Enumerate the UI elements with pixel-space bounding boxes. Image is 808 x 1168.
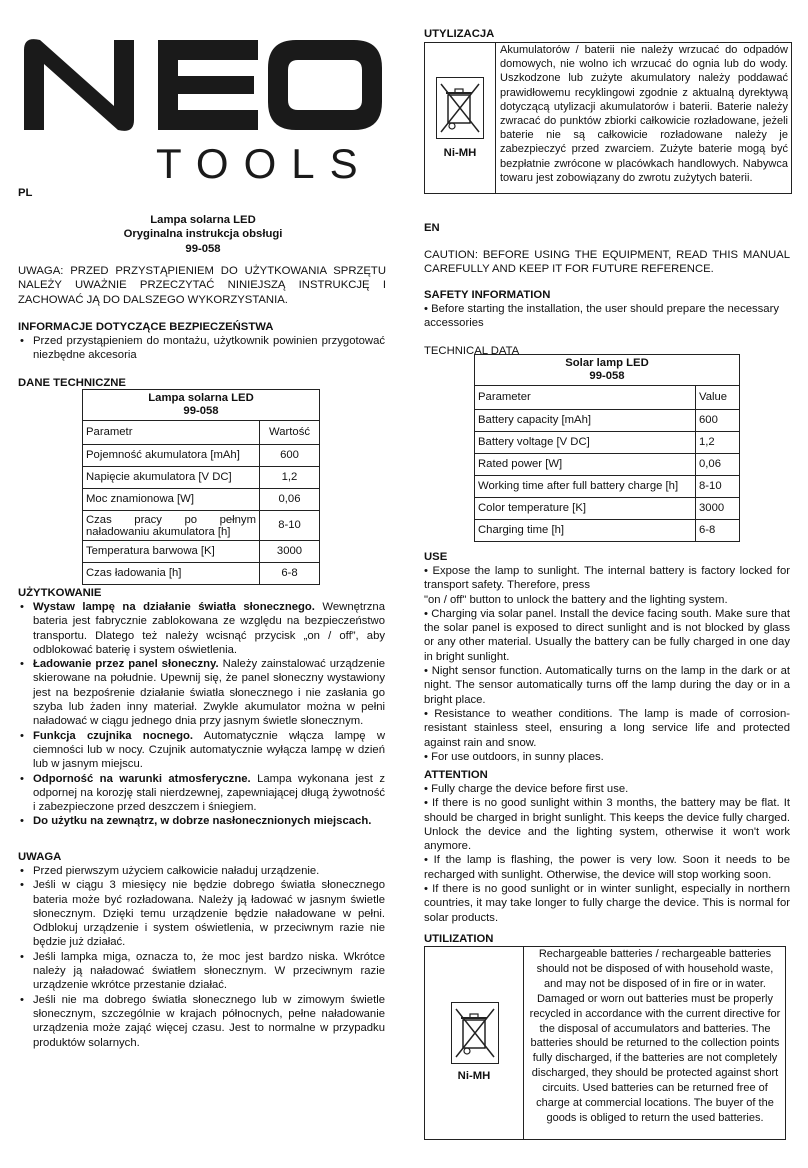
en-disposal-label: Ni-MH <box>457 1070 491 1082</box>
table-header-cell: Parametr <box>83 421 260 445</box>
en-safety-heading: SAFETY INFORMATION <box>424 289 551 301</box>
pl-language-label: PL <box>18 187 33 199</box>
en-disposal-text: Rechargeable batteries / rechargeable batteries should not be disposed of with household waste, and may not be disposed of in fire or in water. Damaged or worn out batteries must be properly recycled in accordance with the current directive for the disposal of accumulators and batteries. The batteries should be returned to the collection points fully discharged, if the batteries are not completely discharged, they should be protected against short circuits. Used batteries can be returned free of charge at commercial locations. The buyer of the goods is obliged to return the used batteries. <box>529 948 781 1124</box>
table-cell-parameter: Color temperature [K] <box>475 498 696 520</box>
en-table-caption-code: 99-058 <box>589 370 625 382</box>
paragraph-line: • If there is no good sunlight within 3 months, the battery may be flat. It should be charged in bright sunlight. This keeps the device fully charged. Unlock the device and the lighting system, otherwise it won't work anymore. <box>424 797 790 853</box>
pl-disposal-heading: UTYLIZACJA <box>424 28 495 40</box>
table-cell-parameter: Working time after full battery charge [h] <box>475 476 696 498</box>
pl-safety-item: • Przed przystąpieniem do montażu, użytkownik powinien przygotować niezbędne akcesoria <box>33 334 385 363</box>
pl-warning-text: UWAGA: PRZED PRZYSTĄPIENIEM DO UŻYTKOWANIA SPRZĘTU NALEŻY UWAŻNIE PRZECZYTAĆ NINIEJSZĄ INSTRUKCJĘ I ZACHOWAĆ JĄ DO DALSZEGO WYKORZYSTANIA. <box>18 265 386 306</box>
pl-table-caption <box>83 390 320 421</box>
list-item-text: Lampa wykonana jest z odpornej na korozję stali nierdzewnej, zapewniającej długą żywotność i zabezpieczone przed deszczem i śniegiem. <box>33 772 385 814</box>
table-cell-value: 6-8 <box>696 520 740 542</box>
table-cell-parameter: Czas pracy po pełnym naładowaniu akumulatora [h] <box>83 511 260 541</box>
list-item <box>33 772 385 815</box>
pl-table-caption-code: 99-058 <box>183 405 219 417</box>
table-cell-value: 3000 <box>260 541 320 563</box>
en-tech-table <box>474 354 740 542</box>
en-tech-heading: TECHNICAL DATA <box>424 345 520 357</box>
pl-table-caption-name: Lampa solarna LED <box>148 392 254 404</box>
table-row <box>83 563 320 585</box>
pl-disposal-symbol-cell <box>425 43 496 193</box>
pl-tech-heading: DANE TECHNICZNE <box>18 377 126 389</box>
table-row <box>475 454 740 476</box>
table-cell-value: 0,06 <box>260 489 320 511</box>
table-cell-parameter: Czas ładowania [h] <box>83 563 260 585</box>
list-item <box>33 657 385 728</box>
table-cell-parameter: Pojemność akumulatora [mAh] <box>83 445 260 467</box>
table-cell-parameter: Moc znamionowa [W] <box>83 489 260 511</box>
table-cell-value: 3000 <box>696 498 740 520</box>
list-item-lead: Ładowanie przez panel słoneczny. <box>33 658 219 671</box>
table-row <box>83 541 320 563</box>
crossed-out-wheelie-bin-icon <box>436 77 484 139</box>
pl-disposal-label: Ni-MH <box>443 147 477 159</box>
pl-use-list <box>18 600 385 829</box>
paragraph-line: • If there is no good sunlight or in winter sunlight, especially in northern countries, it may take longer to fully charge the device. This is normal for solar products. <box>424 883 790 924</box>
pl-caution-heading: UWAGA <box>18 851 62 863</box>
pl-tech-table <box>82 389 320 585</box>
en-use-heading: USE <box>424 551 448 563</box>
paragraph-line: • Fully charge the device before first use. <box>424 783 629 795</box>
list-item <box>33 600 385 657</box>
table-cell-parameter: Charging time [h] <box>475 520 696 542</box>
pl-disposal-text: Akumulatorów / baterii nie należy wrzucać do odpadów domowych, nie wolno ich wrzucać do ognia lub do wody. Uszkodzone lub zużyte akumulatory należy poddawać prawidłowemu recyklingowi zgodnie z aktualną dyrektywą dotyczącą utylizacji akumulatorów i baterii. Baterie należy zwracać do punktów zbiorki całkowicie rozładowane, jeżeli baterie nie są całkowicie rozładowane należy je zabezpieczyć przed zwarciem. Zużyte baterie mogą być bezpłatnie zwrócone w placówkach handlowych. Nabywca towaru jest zobowiązany do zwrotu zużytych baterii. <box>500 44 788 184</box>
table-header-row <box>83 421 320 445</box>
en-table-caption <box>475 355 740 386</box>
paragraph-line: • Night sensor function. Automatically turns on the lamp in the dark or at night. The sensor automatically turns off the lamp during the day or in a bright place. <box>424 665 790 706</box>
list-item-lead: Odporność na warunki atmosferyczne. <box>33 772 251 785</box>
paragraph-line: • Resistance to weather conditions. The lamp is made of corrosion-resistant stainless steel, ensuring a long service life and protected against rain and snow. <box>424 707 790 749</box>
pl-use-heading: UŻYTKOWANIE <box>18 587 102 599</box>
list-item: • Przed pierwszym użyciem całkowicie naładuj urządzenie. <box>33 864 385 878</box>
neo-tools-logo-graphic <box>18 22 384 182</box>
list-item: • Jeśli nie ma dobrego światła słonecznego lub w zimowym świetle słonecznym, szczególnie w krajach północnych, pełne naładowanie urządzenia może zająć więcej czasu. Jest to normalne w przypadku produktów solarnych. <box>33 993 385 1050</box>
list-item: • Jeśli w ciągu 3 miesięcy nie będzie dobrego światła słonecznego bateria może być rozładowana. Należy ją ładować w jasnym świetle słonecznym. Dzięki temu urządzenie będzie naładowane w pełni. Odblokuj urządzenie i system oświetlenia, w przeciwnym razie nie będzie już działać. <box>33 878 385 949</box>
en-use-block <box>424 564 790 764</box>
paragraph-line: • Expose the lamp to sunlight. The internal battery is factory locked for transport safety. Therefore, press <box>424 565 790 592</box>
table-cell-value: 0,06 <box>696 454 740 476</box>
paragraph-line: • If the lamp is flashing, the power is very low. Soon it needs to be recharged with sunlight. Otherwise, the device will stop working soon. <box>424 854 790 881</box>
table-row <box>475 476 740 498</box>
table-row <box>83 489 320 511</box>
table-cell-value: 8-10 <box>696 476 740 498</box>
table-cell-value: 1,2 <box>696 432 740 454</box>
table-header-cell: Value <box>696 386 740 410</box>
pl-safety-list <box>18 334 385 363</box>
pl-caution-list <box>18 864 385 1050</box>
paragraph-line: • Charging via solar panel. Install the device facing south. Make sure that the solar panel is exposed to direct sunlight and is not blocked by glass or any other material. Usually the battery can be fully charged in one day in bright sunlight. <box>424 607 790 663</box>
en-disposal-symbol-cell <box>425 947 524 1139</box>
list-item-lead: Wystaw lampę na działanie światła słonecznego. <box>33 601 315 613</box>
en-disposal-heading: UTILIZATION <box>424 933 494 945</box>
en-caution-text: CAUTION: BEFORE USING THE EQUIPMENT, READ THIS MANUAL CAREFULLY AND KEEP IT FOR FUTURE REFERENCE. <box>424 249 790 276</box>
paragraph-line: • For use outdoors, in sunny places. <box>424 750 604 763</box>
en-disposal-box <box>424 946 786 1140</box>
list-item: • Jeśli lampka miga, oznacza to, że moc jest bardzo niska. Wkrótce należy ją naładować światłem słonecznym. W przeciwnym razie urządzenie wkrótce przestanie działać. <box>33 950 385 993</box>
table-header-row <box>475 386 740 410</box>
pl-disposal-box <box>424 42 792 194</box>
table-cell-value: 1,2 <box>260 467 320 489</box>
table-cell-parameter: Rated power [W] <box>475 454 696 476</box>
table-cell-parameter: Battery capacity [mAh] <box>475 410 696 432</box>
list-item <box>33 729 385 772</box>
table-row <box>475 498 740 520</box>
list-item-lead: Funkcja czujnika nocnego. <box>33 729 194 742</box>
list-item-text: Automatycznie włącza lampę w ciemności lub w nocy. Czujnik automatycznie wyłącza lampę w dzień lub w jasnym miejscu. <box>33 729 386 771</box>
table-cell-parameter: Napięcie akumulatora [V DC] <box>83 467 260 489</box>
pl-title-code: 99-058 <box>185 242 221 255</box>
pl-title-name: Lampa solarna LED <box>150 214 256 226</box>
table-row <box>475 410 740 432</box>
en-attention-block <box>424 782 790 925</box>
list-item <box>33 814 385 828</box>
table-cell-value: 600 <box>696 410 740 432</box>
list-item-text: Wewnętrzna bateria jest fabrycznie zablokowana ze względu na bezpieczeństwo transportu. Dlatego też należy wcisnąć przycisk „on / off”, aby odblokować baterię i system oświetlenia. <box>33 601 385 656</box>
table-cell-value: 6-8 <box>260 563 320 585</box>
en-table-caption-name: Solar lamp LED <box>565 357 649 369</box>
table-row <box>475 432 740 454</box>
logo-sub-text: TOOLS <box>156 140 373 182</box>
table-header-cell: Wartość <box>260 421 320 445</box>
table-cell-parameter: Temperatura barwowa [K] <box>83 541 260 563</box>
en-attention-heading: ATTENTION <box>424 769 488 781</box>
table-row <box>83 511 320 541</box>
list-item-text: Należy zainstalować urządzenie skierowane na południe. Upewnij się, że panel słoneczny wystawiony jest na bezpośrenie działanie światła słonecznego i nie zasłania go szyba lub żaden inny materiał. Zwykle akumulator można w pełni naładować w ciągu jednego dnia przy jasnym świetle słonecznym. <box>33 658 385 728</box>
en-language-label: EN <box>424 222 440 234</box>
pl-title-manual: Oryginalna instrukcja obsługi <box>123 228 283 241</box>
pl-title-block <box>18 213 388 256</box>
table-cell-parameter: Battery voltage [V DC] <box>475 432 696 454</box>
table-row <box>83 467 320 489</box>
neo-tools-logo <box>18 22 384 182</box>
table-header-cell: Parameter <box>475 386 696 410</box>
list-item-lead: Do użytku na zewnątrz, w dobrze nasłonecznionych miejscach. <box>33 815 372 828</box>
table-cell-value: 600 <box>260 445 320 467</box>
pl-safety-heading: INFORMACJE DOTYCZĄCE BEZPIECZEŃSTWA <box>18 321 274 333</box>
table-row <box>475 520 740 542</box>
table-cell-value: 8-10 <box>260 511 320 541</box>
crossed-out-wheelie-bin-icon <box>451 1002 499 1064</box>
paragraph-line: "on / off" button to unlock the battery and the lighting system. <box>424 593 728 606</box>
table-row <box>83 445 320 467</box>
en-safety-item: • Before starting the installation, the user should prepare the necessary accessories <box>424 303 779 330</box>
